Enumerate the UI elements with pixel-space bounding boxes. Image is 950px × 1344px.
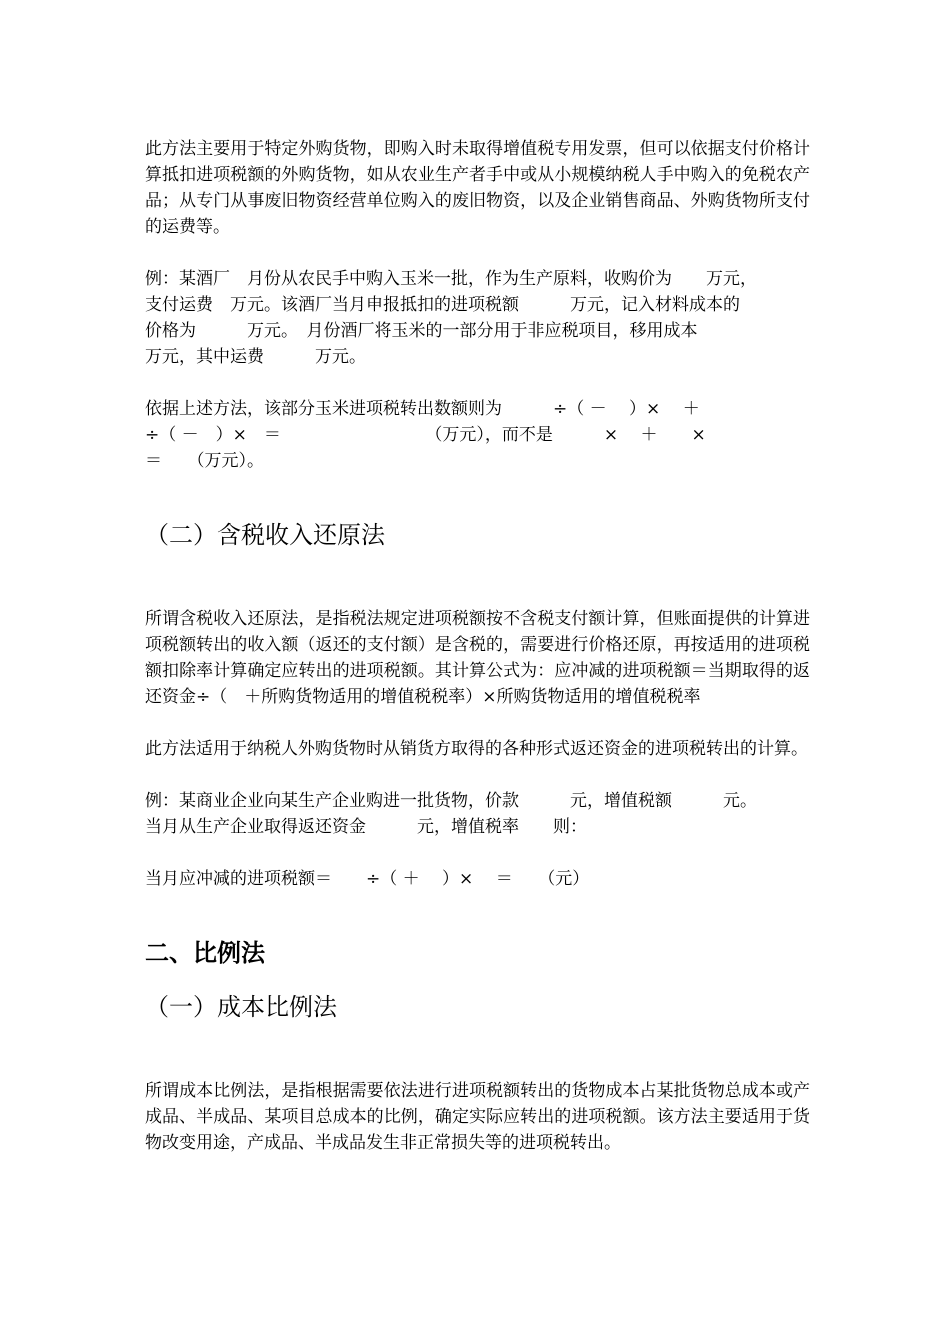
chapter-heading-proportion-method: 二、比例法 bbox=[145, 939, 265, 967]
paragraph-restoration-scope: 此方法适用于纳税人外购货物时从销货方取得的各种形式返还资金的进项税转出的计算。 bbox=[145, 739, 808, 759]
document-page bbox=[145, 136, 810, 1156]
paragraph-cost-proportion-definition: 所谓成本比例法，是指根据需要依法进行进项税额转出的货物成本占某批货物总成本或产成品、半成品、某项目总成本的比例，确定实际应转出的进项税额。该方法主要适用于货物改变用途，产成品、半成品发生非正常损失等的进项税转出。 bbox=[145, 1081, 810, 1153]
paragraph-restoration-definition: 所谓含税收入还原法，是指税法规定进项税额按不含税支付额计算，但账面提供的计算进项税额转出的收入额（返还的支付额）是含税的，需要进行价格还原，再按适用的进项税额扣除率计算确定应转出的进项税额。其计算公式为：应冲减的进项税额＝当期取得的返还资金÷（ ＋所购货物适用的增值税税率）×所购货物适用的增值税税率 bbox=[145, 609, 810, 707]
section-heading-tax-inclusive-restoration: （二）含税收入还原法 bbox=[145, 521, 385, 549]
paragraph-special-purchases: 此方法主要用于特定外购货物，即购入时未取得增值税专用发票，但可以依据支付价格计算抵扣进项税额的外购货物，如从农业生产者手中或从小规模纳税人手中购入的免税农产品；从专门从事废旧物资经营单位购入的废旧物资，以及企业销售商品、外购货物所支付的运费等。 bbox=[145, 139, 810, 237]
paragraph-offset-formula: 当月应冲减的进项税额＝ ÷（ ＋ ）× ＝ （元） bbox=[145, 869, 590, 889]
paragraph-example-commerce: 例：某商业企业向某生产企业购进一批货物，价款 元，增值税额 元。 当月从生产企业取得返还资金 元，增值税率 则： bbox=[145, 791, 757, 837]
section-heading-cost-proportion: （一）成本比例法 bbox=[145, 993, 337, 1021]
paragraph-calculation-result: 依据上述方法，该部分玉米进项税转出数额则为 ÷（ － ）× ＋ ÷（ － ）× ＝ （万元），而不是 × ＋ × ＝ （万元）。 bbox=[145, 399, 706, 471]
paragraph-example-distillery: 例：某酒厂 月份从农民手中购入玉米一批，作为生产原料，收购价为 万元， 支付运费 万元。该酒厂当月申报抵扣的进项税额 万元，记入材料成本的 价格为 万元。 月份酒厂将玉米的一部分用于非应税项目，移用成本 万元，其中运费 万元。 bbox=[145, 269, 757, 367]
